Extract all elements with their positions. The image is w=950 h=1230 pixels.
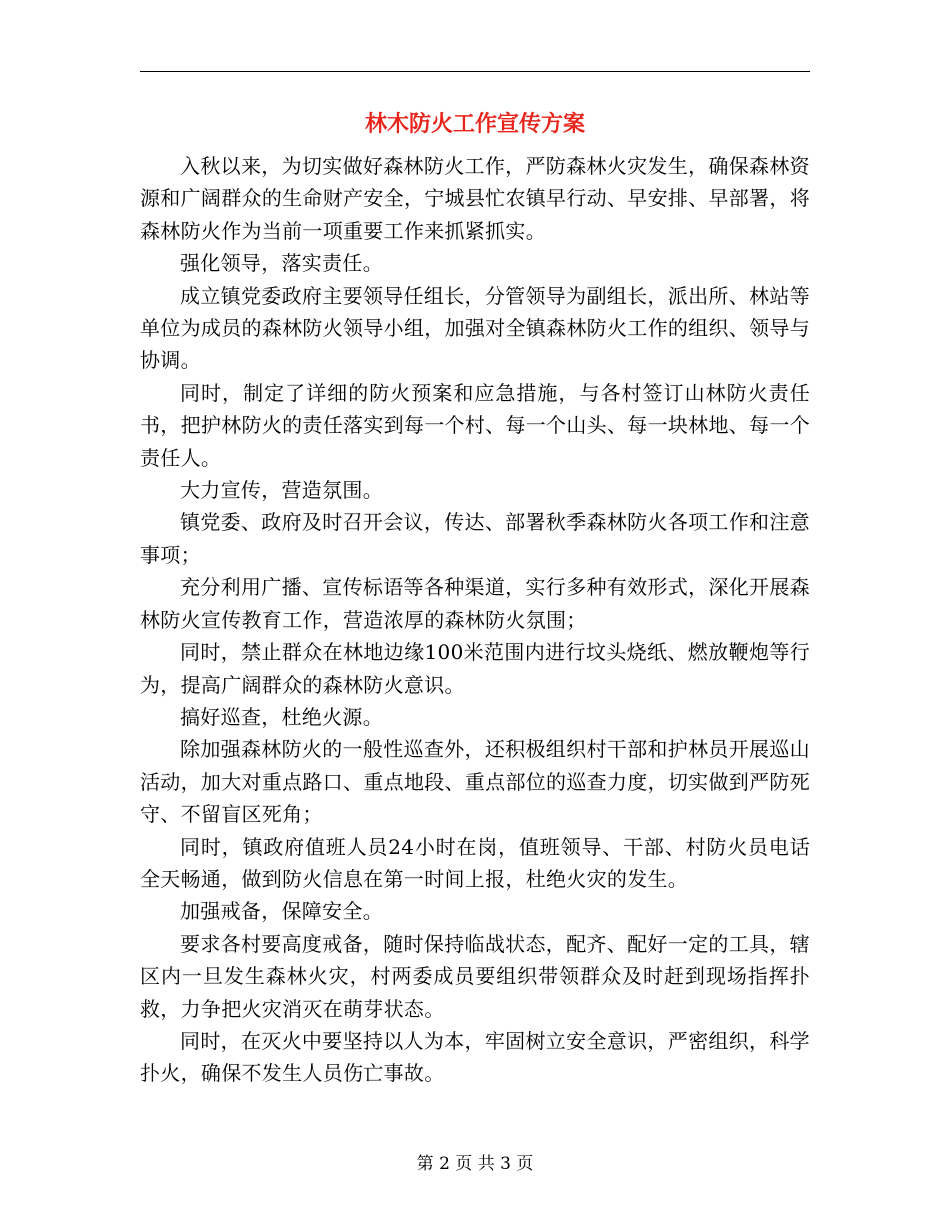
paragraph-intro: 入秋以来，为切实做好森林防火工作，严防森林火灾发生，确保森林资源和广阔群众的生命财产安全，宁城县忙农镇早行动、早安排、早部署，将森林防火作为当前一项重要工作来抓紧抓实。 bbox=[140, 154, 810, 243]
paragraph: 同时，制定了详细的防火预案和应急措施，与各村签订山林防火责任书，把护林防火的责任落实到每一个村、每一个山头、每一块林地、每一个责任人。 bbox=[140, 380, 810, 470]
paragraph: 同时，禁止群众在林地边缘100米范围内进行坟头烧纸、燃放鞭炮等行为，提高广阔群众的森林防火意识。 bbox=[140, 640, 810, 697]
paragraph: 除加强森林防火的一般性巡查外，还积极组织村干部和护林员开展巡山活动，加大对重点路口、重点地段、重点部位的巡查力度，切实做到严防死守、不留盲区死角； bbox=[140, 737, 810, 827]
paragraph: 同时，镇政府值班人员24小时在岗，值班领导、干部、村防火员电话全天畅通，做到防火信息在第一时间上报，杜绝火灾的发生。 bbox=[140, 834, 810, 891]
section-heading-publicity: 大力宣传，营造氛围。 bbox=[180, 478, 383, 503]
paragraph: 镇党委、政府及时召开会议，传达、部署秋季森林防火各项工作和注意事项； bbox=[140, 510, 810, 567]
paragraph: 同时，在灭火中要坚持以人为本，牢固树立安全意识，严密组织，科学扑火，确保不发生人员伤亡事故。 bbox=[140, 1028, 810, 1086]
section-heading-readiness: 加强戒备，保障安全。 bbox=[180, 899, 383, 924]
section-heading-leadership: 强化领导，落实责任。 bbox=[180, 251, 383, 276]
document-body bbox=[140, 150, 810, 1090]
section-heading-patrol: 搞好巡查，杜绝火源。 bbox=[180, 704, 383, 729]
paragraph: 充分利用广播、宣传标语等各种渠道，实行多种有效形式，深化开展森林防火宣传教育工作，营造浓厚的森林防火氛围； bbox=[140, 575, 810, 632]
document-title: 林木防火工作宣传方案 bbox=[364, 111, 585, 137]
header-rule bbox=[140, 71, 810, 72]
page-number: 第 2 页 共 3 页 bbox=[416, 1154, 534, 1174]
paragraph: 成立镇党委政府主要领导任组长，分管领导为副组长，派出所、林站等单位为成员的森林防火领导小组，加强对全镇森林防火工作的组织、领导与协调。 bbox=[140, 283, 810, 373]
paragraph: 要求各村要高度戒备，随时保持临战状态，配齐、配好一定的工具，辖区内一旦发生森林火灾，村两委成员要组织带领群众及时赶到现场指挥扑救，力争把火灾消灭在萌芽状态。 bbox=[140, 931, 810, 1021]
